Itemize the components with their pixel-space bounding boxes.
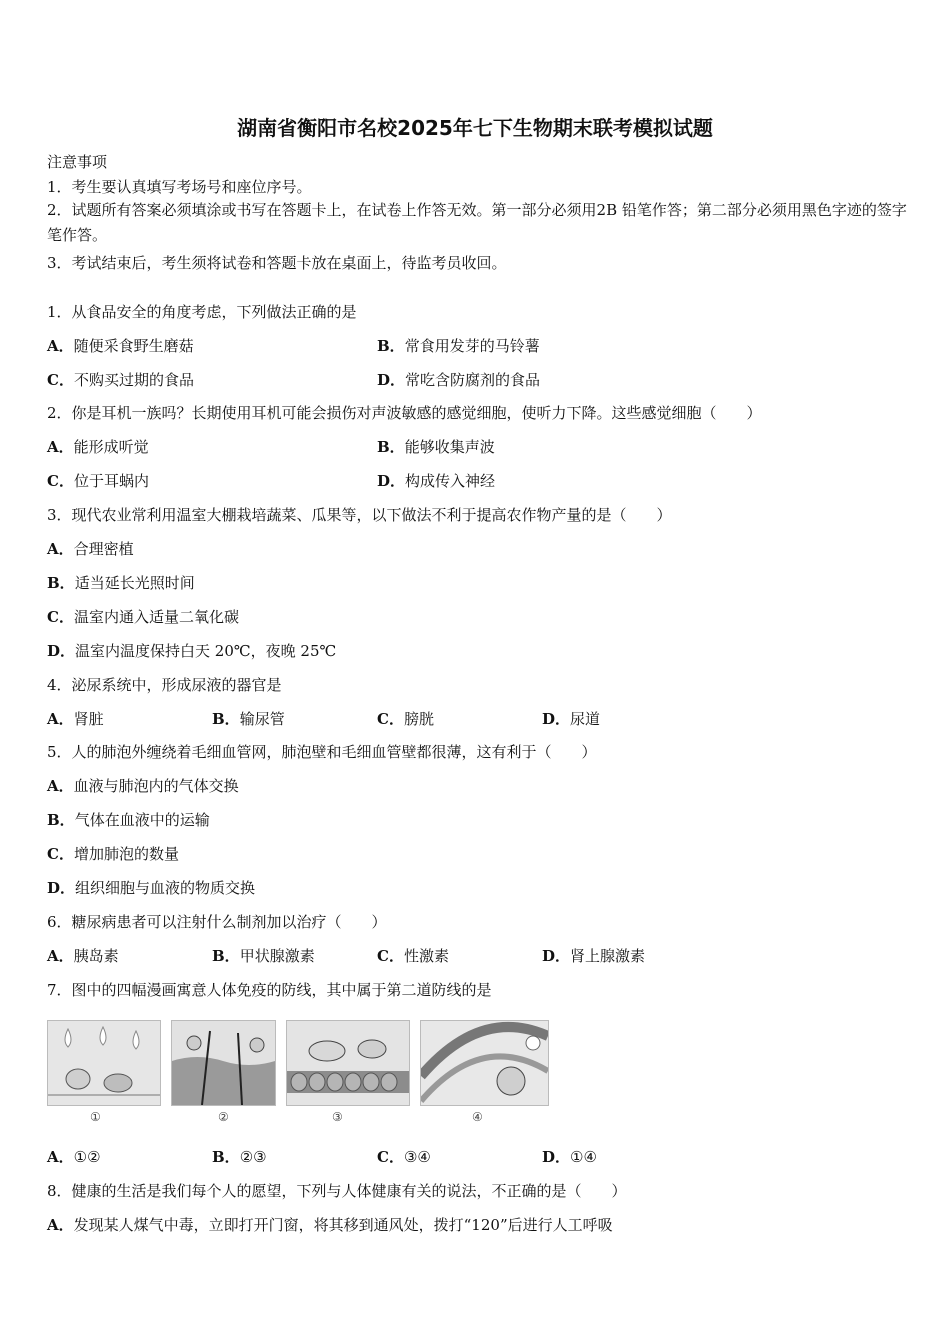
q8-option-a[interactable]: A．发现某人煤气中毒，立即打开门窗，将其移到通风处，拨打“120”后进行人工呼吸 [47,1216,613,1234]
q7-option-c[interactable]: C．③④ [377,1148,431,1166]
q4-option-a[interactable]: A．肾脏 [47,710,104,728]
q4-option-d[interactable]: D．尿道 [542,710,601,728]
q6-option-c[interactable]: C．性激素 [377,947,449,965]
question-1-stem: 1．从食品安全的角度考虑，下列做法正确的是 [47,303,357,321]
notice-item-2: 2．试题所有答案必须填涂或书写在答题卡上，在试卷上作答无效。第一部分必须用2B 铅笔作答；第二部分必须用黑色字迹的签字笔作答。 [47,201,907,244]
question-7-stem: 7．图中的四幅漫画寓意人体免疫的防线，其中属于第二道防线的是 [47,981,492,999]
notice-heading: 注意事项 [47,153,108,171]
q5-option-d[interactable]: D．组织细胞与血液的物质交换 [47,879,256,897]
q6-option-b[interactable]: B．甲状腺激素 [212,947,315,965]
q2-option-a[interactable]: A．能形成听觉 [47,438,149,456]
q1-option-b[interactable]: B．常食用发芽的马铃薯 [377,337,540,355]
q2-option-b[interactable]: B．能够收集声波 [377,438,495,456]
q7-option-d[interactable]: D．①④ [542,1148,597,1166]
q3-option-c[interactable]: C．温室内通入适量二氧化碳 [47,608,239,626]
question-8-stem: 8．健康的生活是我们每个人的愿望，下列与人体健康有关的说法，不正确的是（ ） [47,1182,627,1200]
immune-cartoon-4 [420,1020,549,1106]
figure-label-3: ③ [332,1110,343,1124]
q5-option-a[interactable]: A．血液与肺泡内的气体交换 [47,777,239,795]
q2-option-c[interactable]: C．位于耳蜗内 [47,472,149,490]
question-3-stem: 3．现代农业常利用温室大棚栽培蔬菜、瓜果等，以下做法不利于提高农作物产量的是（ ） [47,506,672,524]
q5-option-b[interactable]: B．气体在血液中的运输 [47,811,210,829]
figure-label-4: ④ [472,1110,483,1124]
q6-option-d[interactable]: D．肾上腺激素 [542,947,646,965]
figure-label-2: ② [218,1110,229,1124]
page-title: 湖南省衡阳市名校2025年七下生物期末联考模拟试题 [237,116,713,140]
q4-option-b[interactable]: B．输尿管 [212,710,285,728]
q4-option-c[interactable]: C．膀胱 [377,710,434,728]
immune-cartoon-1 [47,1020,161,1106]
q6-option-a[interactable]: A．胰岛素 [47,947,119,965]
q7-option-a[interactable]: A．①② [47,1148,101,1166]
immune-cartoon-2 [171,1020,276,1106]
q5-option-c[interactable]: C．增加肺泡的数量 [47,845,179,863]
q1-option-a[interactable]: A．随便采食野生磨菇 [47,337,194,355]
figure-label-1: ① [90,1110,101,1124]
notice-item-1: 1．考生要认真填写考场号和座位序号。 [47,178,312,196]
q2-option-d[interactable]: D．构成传入神经 [377,472,496,490]
immune-cartoon-3 [286,1020,410,1106]
q3-option-b[interactable]: B．适当延长光照时间 [47,574,195,592]
notice-item-3: 3．考试结束后，考生须将试卷和答题卡放在桌面上，待监考员收回。 [47,254,507,272]
question-5-stem: 5．人的肺泡外缠绕着毛细血管网，肺泡壁和毛细血管壁都很薄，这有利于（ ） [47,743,597,761]
q7-option-b[interactable]: B．②③ [212,1148,267,1166]
q1-option-c[interactable]: C．不购买过期的食品 [47,371,194,389]
q3-option-d[interactable]: D．温室内温度保持白天 20℃，夜晚 25℃ [47,642,337,660]
question-2-stem: 2．你是耳机一族吗？长期使用耳机可能会损伤对声波敏感的感觉细胞，使听力下降。这些感觉细胞（ ） [47,404,762,422]
q3-option-a[interactable]: A．合理密植 [47,540,134,558]
q1-option-d[interactable]: D．常吃含防腐剂的食品 [377,371,541,389]
question-6-stem: 6．糖尿病患者可以注射什么制剂加以治疗（ ） [47,913,387,931]
question-4-stem: 4．泌尿系统中，形成尿液的器官是 [47,676,282,694]
